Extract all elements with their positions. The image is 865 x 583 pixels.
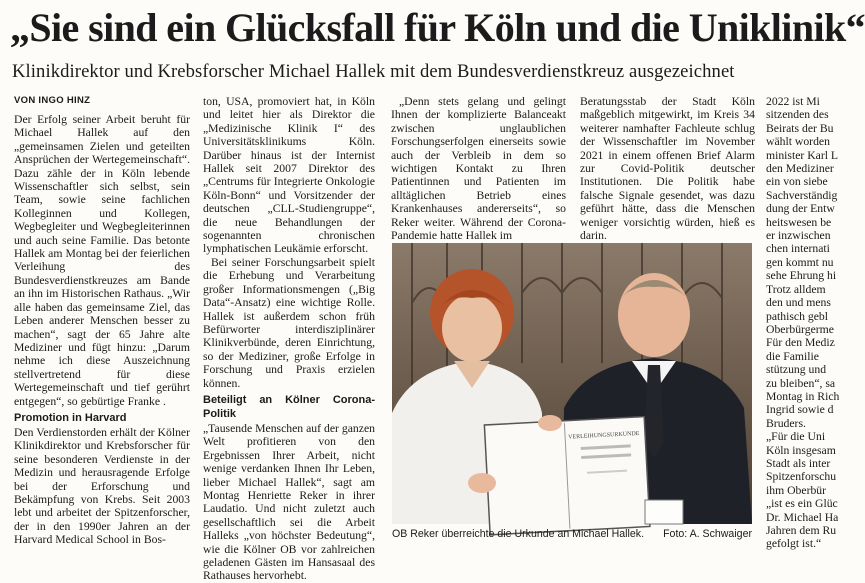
- text-column-4: [580, 95, 755, 245]
- cropped-line: den und mens: [766, 296, 831, 310]
- cropped-line: Jahren dem Ru: [766, 524, 837, 537]
- cropped-line: zu bleiben“, sa: [766, 376, 836, 390]
- cropped-line: Trotz alldem: [766, 282, 826, 296]
- photo-caption: [392, 528, 752, 541]
- cropped-line: Bruders.: [766, 416, 806, 430]
- paragraph: „Tausende Menschen auf der ganzen Welt profitieren von den Ergebnissen Ihrer Arbeit, nicht wenige verdanken Ihnen Ihr Leben, lieber Michael Hallek“, sagt am Montag Henriette Reker in ihrer Laudatio. Und nicht zuletzt auch gesellschaftlich sei die Arbeit Halleks „von höchster Bedeutung“, wie die Kölner OB vor zahlreichen geladenen Gästen im Hansasaal des Rathauses hervorhebt.: [203, 421, 375, 583]
- paragraph: Beratungsstab der Stadt Köln maßgeblich mitgewirkt, im Kreis 34 weiterer namhafter Fachleute schlug der Wissenschaftler im November 2021 in einem offenen Brief Alarm zur Covid-Politik deutscher Institutionen. Die Politik habe falsche Signale gesendet, was dazu geführt hätte, dass die Menschen weniger vorsichtig würden, hieß es darin.: [580, 95, 755, 243]
- cropped-line: 2022 ist Mi: [766, 95, 820, 108]
- text-column-2: [203, 95, 375, 583]
- paragraph: Der Erfolg seiner Arbeit beruht für Michael Hallek auf den „gemeinsamen Zielen und geteilten Ansprüchen der Wertegemeinschaft“. Dazu zähle der in Köln lebende Wissenschaftler sich selbst, sein Team, sowie seine fachlichen Kolleginnen und Kollegen, Wegbegleiter und Wegbegleiterinnen und auch seine Familie. Das betonte Hallek am Montag bei der feierlichen Verleihung des Bundesverdienstkreuzes am Bande an ihn im Historischen Rathaus. „Wir alle haben das gemeinsame Ziel, das Leben anderer Menschen besser zu machen“, sagt der 65 Jahre alte Mediziner und fügt hinzu: „Darum nehme ich diese Auszeichnung stellvertretend für diese Wertegemeinschaft und tief gerührt entgegen“, so gebürtige Franke .: [14, 113, 190, 408]
- cropped-line: „ist es ein Glüc: [766, 497, 838, 511]
- caption-text: OB Reker überreichte die Urkunde an Michael Hallek.: [392, 528, 645, 540]
- cropped-line: den Mediziner: [766, 162, 834, 176]
- cropped-line: „Für die Uni: [766, 430, 826, 444]
- cropped-line: er inzwischen: [766, 229, 831, 243]
- cropped-line: chen internati: [766, 242, 830, 256]
- cropped-line: gefolgt ist.“: [766, 537, 822, 551]
- text-column-3: [391, 95, 566, 245]
- paragraph: ton, USA, promoviert hat, in Köln und leitet hier als Direktor die „Medizinische Klinik I“ des Universitätsklinikums Köln. Darüber hinaus ist der Internist Hallek seit 2007 Direktor des „Centrums für Integrierte Onkologie Köln-Bonn“ und Vorsitzender der deutschen „CLL-Studiengruppe“, die neue Behandlungen der sogenannten chronischen lymphatischen Leukämie erforscht.: [203, 95, 375, 256]
- award-photo: [392, 243, 752, 524]
- cropped-line: Beirats der Bu: [766, 121, 834, 135]
- cropped-line: Montag in Rich: [766, 389, 840, 403]
- cropped-line: Ingrid sowie d: [766, 403, 834, 417]
- cropped-line: Dr. Michael Ha: [766, 510, 839, 524]
- cropped-line: dung der Entw: [766, 202, 835, 216]
- photo-illustration: [392, 243, 752, 524]
- cropped-line: wählt worden: [766, 135, 830, 149]
- cropped-line: Stadt als inter: [766, 456, 831, 470]
- paragraph: „Denn stets gelang und gelingt Ihnen der komplizierte Balanceakt zwischen unglaublichen Forschungserfolgen einerseits sowie auch der Verbleib in dem so wichtigen Kontakt zu Ihren Patientinnen und Patienten im alltäglichen Betrieb eines Krankenhauses andererseits“, so Reker weiter. Während der Corona-Pandemie hatte Hallek im: [391, 95, 566, 243]
- cropped-line: Sachverständig: [766, 188, 838, 202]
- article-headline: „Sie sind ein Glücksfall für Köln und die Uniklinik“: [10, 5, 865, 50]
- cropped-line: sehe Ehrung hi: [766, 269, 837, 283]
- subhead-corona: Beteiligt an Kölner Corona-Politik: [203, 393, 375, 420]
- paragraph: Den Verdienstorden erhält der Kölner Klinikdirektor und Krebsforscher für seine besonderen Verdienste in der Medizin und herausragende Erfolge bei der Erforschung und Bekämpfung von Krebs. Seit 2003 lebt und arbeitet der Spitzenforscher, der in den 1990er Jahren an der Harvard Medical School in Bos-: [14, 425, 190, 547]
- cropped-line: minister Karl L: [766, 148, 839, 162]
- cropped-line: Für den Mediz: [766, 336, 835, 350]
- cropped-line: Spitzenforschu: [766, 470, 837, 484]
- cropped-line: heitswesen be: [766, 215, 832, 229]
- cropped-line: die Familie: [766, 349, 819, 363]
- subhead-promotion: Promotion in Harvard: [14, 411, 127, 424]
- photo-credit: Foto: A. Schwaiger: [663, 528, 752, 540]
- cropped-line: pathisch gebl: [766, 309, 828, 323]
- cropped-line: Oberbürgerme: [766, 322, 834, 336]
- byline: VON INGO HINZ: [14, 95, 91, 106]
- cropped-line: sitzenden des: [766, 108, 829, 122]
- certificate-text: VERLEIHUNGSURKUNDE: [568, 430, 640, 441]
- cropped-line: ihm Oberbür: [766, 483, 827, 497]
- cropped-line: ein von siebe: [766, 175, 828, 189]
- paragraph: Bei seiner Forschungsarbeit spielt die Erhebung und Verarbeitung großer Informationsmengen („Big Data“-Ansatz) eine wichtige Rolle. Hallek ist außerdem schon früh Befürworter interdisziplinärer Klinikverbünde, deren Einrichtung, so der Mediziner, große Erfolge in Forschung und Praxis erzielen können.: [203, 255, 375, 390]
- article-subheadline: Klinikdirektor und Krebsforscher Michael Hallek mit dem Bundesverdienstkreuz ausgezeichnet: [12, 61, 735, 82]
- cropped-line: gen kommt nu: [766, 255, 834, 269]
- cropped-line: Köln insgesam: [766, 443, 836, 457]
- cropped-line: stützung und: [766, 363, 827, 377]
- text-column-1: [14, 95, 190, 545]
- text-column-5-cropped: [766, 95, 840, 551]
